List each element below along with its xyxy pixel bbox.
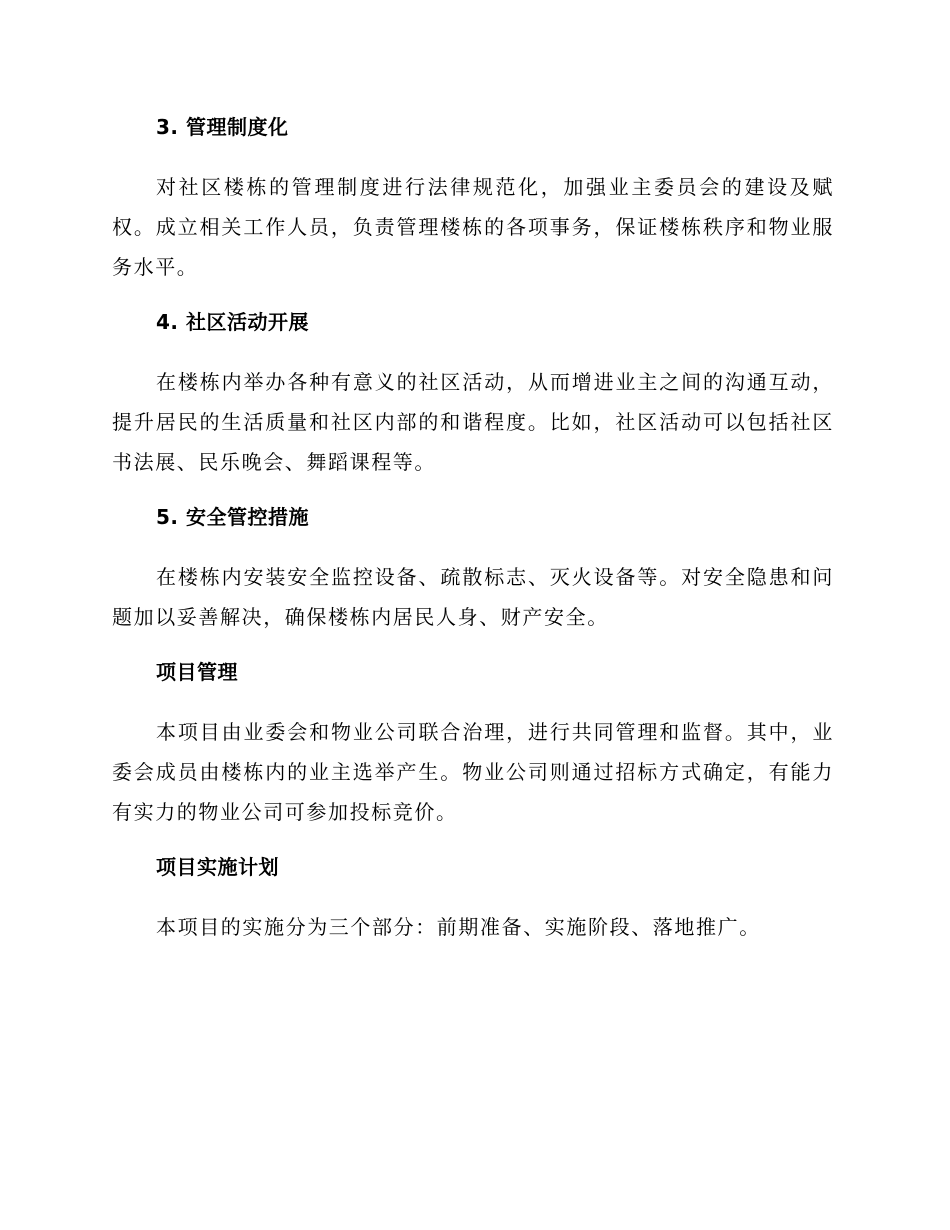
- document-body: [112, 112, 834, 947]
- section-heading-management-system: 3. 管理制度化: [156, 115, 289, 139]
- section-paragraph-management-system: 对社区楼栋的管理制度进行法律规范化，加强业主委员会的建设及赋权。成立相关工作人员，负责管理楼栋的各项事务，保证楼栋秩序和物业服务水平。: [112, 175, 834, 279]
- section-paragraph-implementation-plan: 本项目的实施分为三个部分：前期准备、实施阶段、落地推广。: [156, 915, 761, 939]
- section-heading-implementation-plan: 项目实施计划: [156, 855, 279, 879]
- section-paragraph-community-activities: 在楼栋内举办各种有意义的社区活动，从而增进业主之间的沟通互动，提升居民的生活质量和社区内部的和谐程度。比如，社区活动可以包括社区书法展、民乐晚会、舞蹈课程等。: [112, 370, 834, 474]
- section-heading-community-activities: 4. 社区活动开展: [156, 310, 309, 334]
- section-paragraph-safety-measures: 在楼栋内安装安全监控设备、疏散标志、灭火设备等。对安全隐患和问题加以妥善解决，确保楼栋内居民人身、财产安全。: [112, 565, 834, 629]
- section-paragraph-project-management: 本项目由业委会和物业公司联合治理，进行共同管理和监督。其中，业委会成员由楼栋内的业主选举产生。物业公司则通过招标方式确定，有能力有实力的物业公司可参加投标竞价。: [112, 720, 834, 824]
- section-heading-project-management: 项目管理: [156, 660, 238, 684]
- section-heading-safety-measures: 5. 安全管控措施: [156, 505, 309, 529]
